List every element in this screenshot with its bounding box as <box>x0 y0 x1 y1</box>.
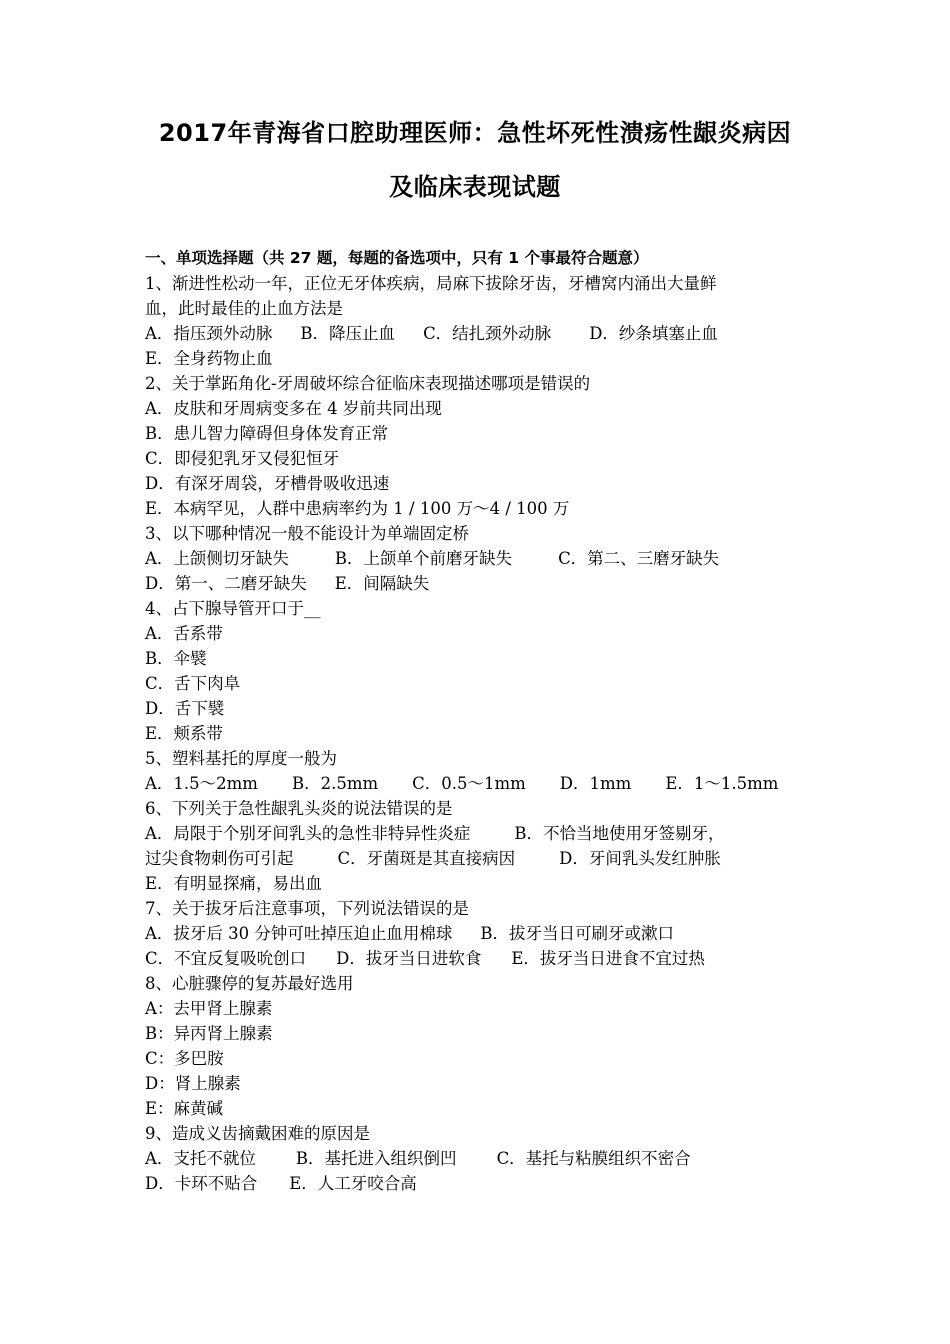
answer-option: C：多巴胺 <box>145 1049 224 1068</box>
answer-option: D．舌下襞 <box>145 699 225 718</box>
answer-option: B．2.5mm <box>291 774 379 793</box>
answer-option: B．拔牙当日可刷牙或漱口 <box>480 924 675 943</box>
question-stem: 3、以下哪种情况一般不能设计为单端固定桥 <box>145 524 469 543</box>
answer-option: E．人工牙咬合高 <box>289 1174 417 1193</box>
answer-option: A．舌系带 <box>145 624 223 643</box>
option-line <box>145 871 815 896</box>
option-line <box>145 321 815 346</box>
answer-option: E．间隔缺失 <box>334 574 430 593</box>
option-line <box>145 621 815 646</box>
option-line <box>145 721 815 746</box>
answer-option: D．有深牙周袋，牙槽骨吸收迅速 <box>145 474 390 493</box>
answer-option: D．拔牙当日进软食 <box>336 949 482 968</box>
option-line <box>145 646 815 671</box>
option-line <box>145 471 815 496</box>
answer-option: E．1～1.5mm <box>665 774 779 793</box>
answer-option: A．局限于个别牙间乳头的急性非特异性炎症 <box>145 824 471 843</box>
option-line <box>145 1071 815 1096</box>
option-line <box>145 946 815 971</box>
answer-option: D．纱条填塞止血 <box>589 324 718 343</box>
answer-option: E．本病罕见，人群中患病率约为 1 / 100 万～4 / 100 万 <box>145 499 570 518</box>
option-line <box>145 821 815 846</box>
question-stem: 9、造成义齿摘戴困难的原因是 <box>145 1124 370 1143</box>
option-line <box>145 1171 815 1196</box>
option-line <box>145 346 815 371</box>
question-stem: 8、心脏骤停的复苏最好选用 <box>145 974 354 993</box>
option-line <box>145 771 815 796</box>
option-line <box>145 1021 815 1046</box>
answer-option: C．基托与粘膜组织不密合 <box>496 1149 691 1168</box>
answer-option: D：肾上腺素 <box>145 1074 241 1093</box>
option-line <box>145 696 815 721</box>
answer-option: A．支托不就位 <box>145 1149 256 1168</box>
answer-option: A．1.5～2mm <box>145 774 258 793</box>
answer-option: A．上颌侧切牙缺失 <box>145 549 289 568</box>
answer-option: B．患儿智力障碍但身体发育正常 <box>145 424 389 443</box>
question-stem: 5、塑料基托的厚度一般为 <box>145 749 337 768</box>
section-heading: 一、单项选择题（共 27 题，每题的备选项中，只有 1 个事最符合题意） <box>145 249 649 267</box>
answer-option: B．基托进入组织倒凹 <box>295 1149 457 1168</box>
answer-option: D．牙间乳头发红肿胀 <box>559 849 721 868</box>
document-title-line-2: 及临床表现试题 <box>389 173 561 201</box>
answer-option: B：异丙肾上腺素 <box>145 1024 273 1043</box>
answer-option: E．有明显探痛，易出血 <box>145 874 323 893</box>
option-line <box>145 1096 815 1121</box>
answer-option: C．第二、三磨牙缺失 <box>558 549 720 568</box>
answer-option: C．结扎颈外动脉 <box>423 324 552 343</box>
answer-option: E．全身药物止血 <box>145 349 273 368</box>
question-stem: 7、关于拔牙后注意事项，下列说法错误的是 <box>145 899 469 918</box>
option-line <box>145 496 815 521</box>
answer-option: E．颊系带 <box>145 724 224 743</box>
answer-option: A．皮肤和牙周病变多在 4 岁前共同出现 <box>145 399 442 418</box>
option-line <box>145 446 815 471</box>
question-body <box>145 246 815 1196</box>
option-line <box>145 396 815 421</box>
question-stem: 1、渐进性松动一年，正位无牙体疾病，局麻下拔除牙齿，牙槽窝内涌出大量鲜 <box>145 274 717 293</box>
question-stem: 血，此时最佳的止血方法是 <box>145 299 343 318</box>
answer-option: B．上颌单个前磨牙缺失 <box>334 549 513 568</box>
answer-option: E：麻黄碱 <box>145 1099 224 1118</box>
document-title-line-1: 2017年青海省口腔助理医师：急性坏死性溃疡性龈炎病因 <box>158 119 792 147</box>
option-line <box>145 421 815 446</box>
answer-option: C．不宜反复吸吮创口 <box>145 949 307 968</box>
option-line <box>145 996 815 1021</box>
answer-option: E．拔牙当日进食不宜过热 <box>511 949 705 968</box>
answer-option: A．指压颈外动脉 <box>145 324 273 343</box>
question-stem: 2、关于掌跖角化-牙周破坏综合征临床表现描述哪项是错误的 <box>145 374 591 393</box>
answer-option: C．0.5～1mm <box>412 774 526 793</box>
answer-option: 过尖食物刺伤可引起 <box>145 849 294 868</box>
answer-option: D．卡环不贴合 <box>145 1174 258 1193</box>
option-line <box>145 1046 815 1071</box>
answer-option: A：去甲肾上腺素 <box>145 999 273 1018</box>
answer-option: B．降压止血 <box>300 324 396 343</box>
option-line <box>145 846 815 871</box>
option-line <box>145 671 815 696</box>
option-line <box>145 1146 815 1171</box>
answer-option: B．不恰当地使用牙签剔牙， <box>514 824 725 843</box>
answer-option: C．即侵犯乳牙又侵犯恒牙 <box>145 449 340 468</box>
answer-option: B．伞襞 <box>145 649 207 668</box>
question-stem: 4、占下腺导管开口于__ <box>145 599 321 618</box>
answer-option: A．拔牙后 30 分钟可吐掉压迫止血用棉球 <box>145 924 453 943</box>
option-line <box>145 571 815 596</box>
option-line <box>145 921 815 946</box>
answer-option: D．第一、二磨牙缺失 <box>145 574 307 593</box>
question-stem: 6、下列关于急性龈乳头炎的说法错误的是 <box>145 799 453 818</box>
answer-option: D．1mm <box>559 774 632 793</box>
option-line <box>145 546 815 571</box>
answer-option: C．舌下肉阜 <box>145 674 241 693</box>
answer-option: C．牙菌斑是其直接病因 <box>337 849 516 868</box>
